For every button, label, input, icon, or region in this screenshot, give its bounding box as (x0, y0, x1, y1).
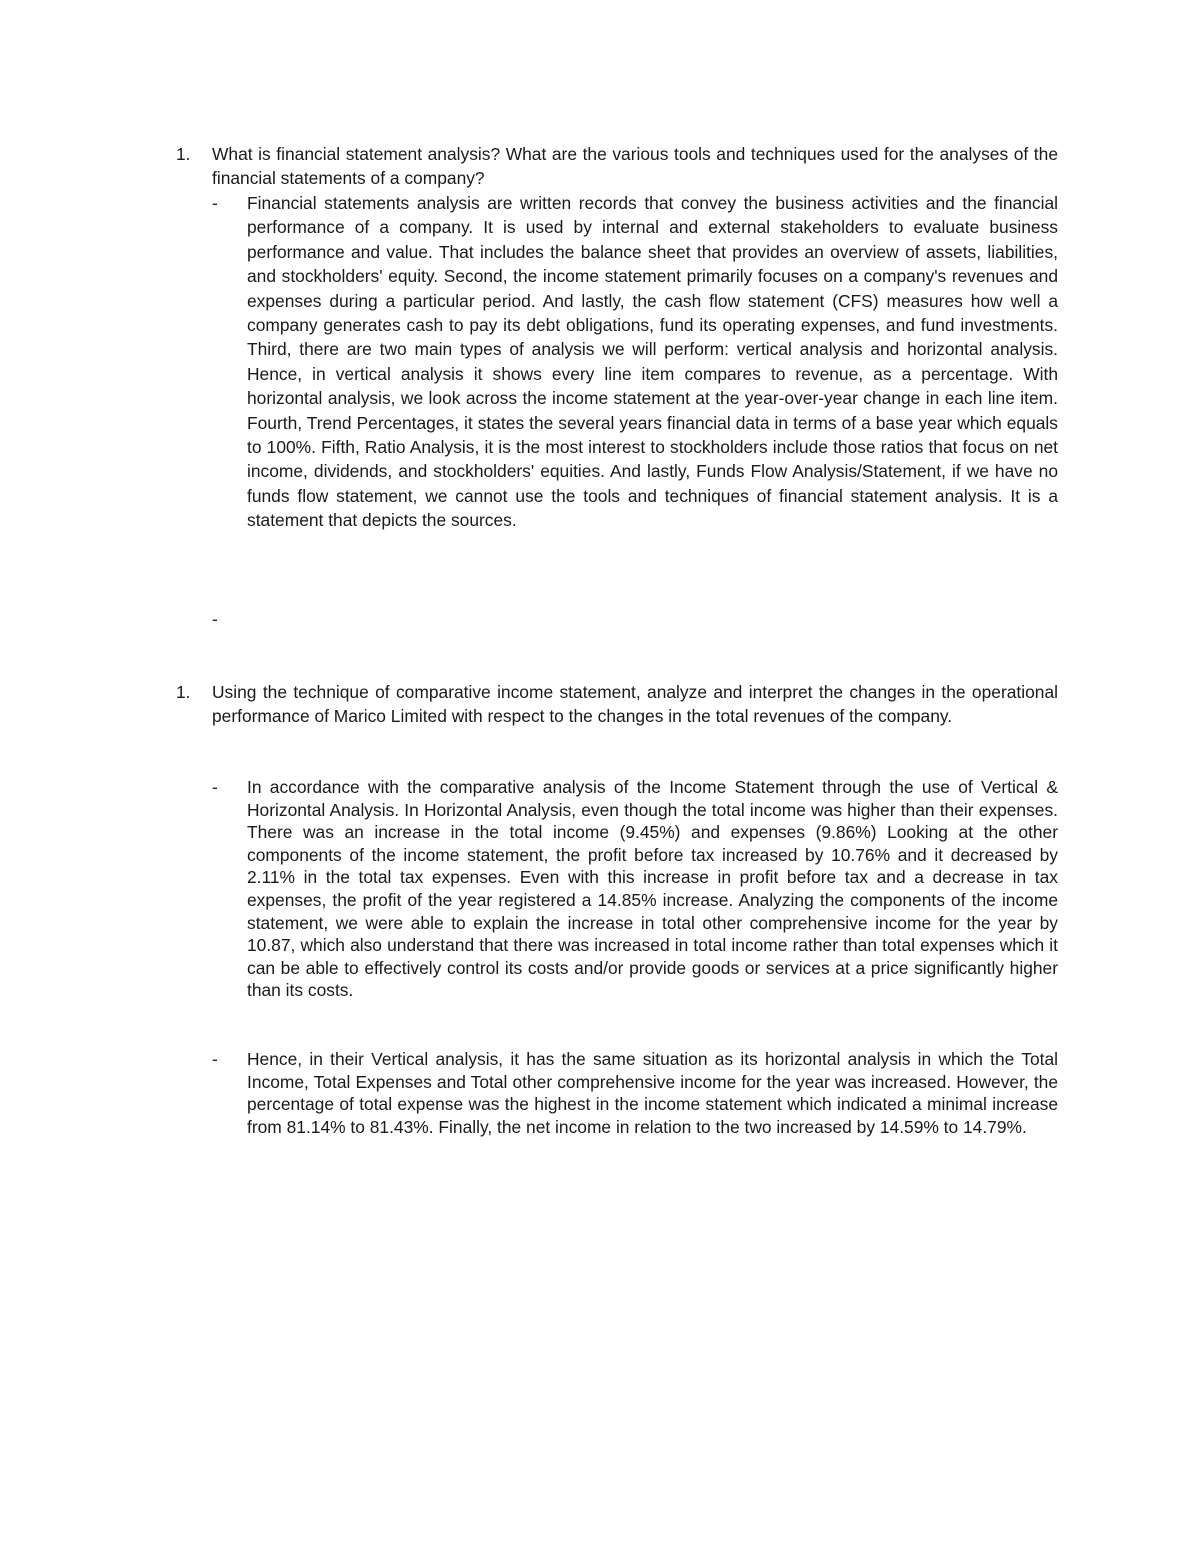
answer-1 (212, 191, 1058, 533)
list-number: 1. (176, 682, 191, 702)
question-text: What is financial statement analysis? What are the various tools and techniques used for the analyses of the financial statements of a company? (212, 144, 1058, 189)
answer-text: Financial statements analysis are written records that convey the business activities and the financial performance of a company. It is used by internal and external stakeholders to evaluate business performance and value. That includes the balance sheet that provides an overview of assets, liabilities, and stockholders' equity. Second, the income statement primarily focuses on a company's revenues and expenses during a particular period. And lastly, the cash flow statement (CFS) measures how well a company generates cash to pay its debt obligations, fund its operating expenses, and fund investments. Third, there are two main types of analysis we will perform: vertical analysis and horizontal analysis. Hence, in vertical analysis it shows every line item compares to revenue, as a percentage. With horizontal analysis, we look across the income statement at the year-over-year change in each line item. Fourth, Trend Percentages, it states the several years financial data in terms of a base year which equals to 100%. Fifth, Ratio Analysis, it is the most interest to stockholders include those ratios that focus on net income, dividends, and stockholders' equities. And lastly, Funds Flow Analysis/Statement, if we have no funds flow statement, we cannot use the tools and techniques of financial statement analysis. It is a statement that depicts the sources. (247, 193, 1058, 531)
bullet-dash: - (212, 777, 218, 797)
answer-2 (212, 776, 1058, 1002)
answer-text: In accordance with the comparative analysis of the Income Statement through the use of Vertical & Horizontal Analysis. In Horizontal Analysis, even though the total income was higher than their expenses. There was an increase in the total income (9.45%) and expenses (9.86%) Looking at the other components of the income statement, the profit before tax increased by 10.76% and it decreased by 2.11% in the total tax expenses. Even with this increase in profit before tax and a decrease in tax expenses, the profit of the year registered a 14.85% increase. Analyzing the components of the income statement, we were able to explain the increase in total other comprehensive income for the year by 10.87, which also understand that there was increased in total income rather than total expenses which it can be able to effectively control its costs and/or provide goods or services at a price significantly higher than its costs. (247, 777, 1058, 1001)
list-number: 1. (176, 144, 191, 164)
question-text: Using the technique of comparative income statement, analyze and interpret the changes in the operational performance of Marico Limited with respect to the changes in the total revenues of the company. (212, 682, 1058, 727)
bullet-dash: - (212, 1049, 218, 1069)
question-1 (176, 142, 1058, 191)
answer-text: Hence, in their Vertical analysis, it has the same situation as its horizontal analysis in which the Total Income, Total Expenses and Total other comprehensive income for the year was increased. However, the percentage of total expense was the highest in the income statement which indicated a minimal increase from 81.14% to 81.43%. Finally, the net income in relation to the two increased by 14.59% to 14.79%. (247, 1049, 1058, 1137)
bullet-dash: - (212, 193, 218, 213)
empty-bullet-dash: - (212, 609, 218, 629)
answer-3 (212, 1048, 1058, 1138)
question-2 (176, 680, 1058, 729)
